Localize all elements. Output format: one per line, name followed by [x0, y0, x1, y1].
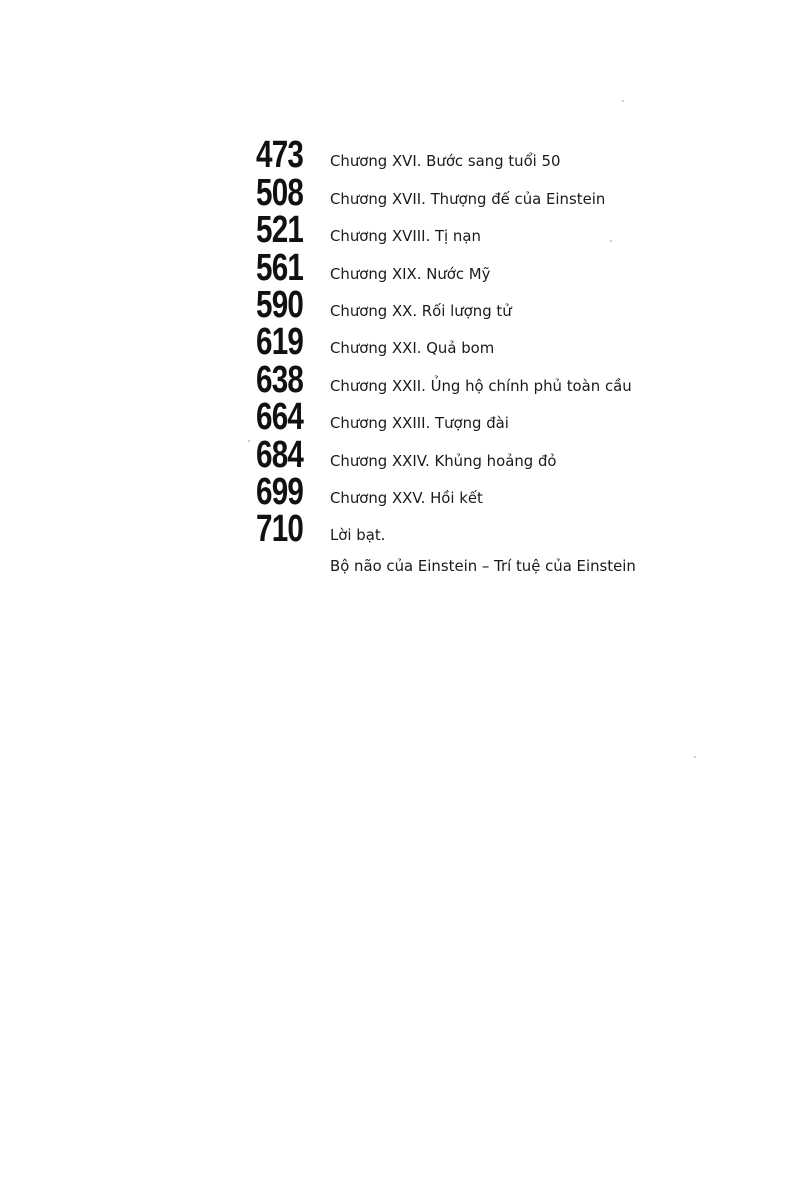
chapter-title: Chương XXV. Hồi kết: [330, 488, 483, 507]
page-number: 590: [256, 283, 304, 326]
toc-entry[interactable]: [256, 246, 736, 289]
page-number: 508: [256, 171, 304, 214]
scan-speck: [248, 440, 250, 442]
chapter-title: Chương XXIV. Khủng hoảng đỏ: [330, 451, 557, 470]
toc-entry[interactable]: [256, 283, 736, 326]
page-number: 619: [256, 321, 304, 364]
afterword-subtitle: Bộ não của Einstein – Trí tuệ của Einstein: [330, 557, 636, 576]
scan-speck: [622, 100, 624, 102]
page-number: 710: [256, 508, 304, 551]
toc-entry[interactable]: [256, 470, 736, 513]
toc-entry[interactable]: [256, 209, 736, 252]
page-number: 684: [256, 433, 304, 476]
toc-entry[interactable]: [256, 508, 736, 551]
page-number: 638: [256, 358, 304, 401]
chapter-title: Chương XVI. Bước sang tuổi 50: [330, 152, 561, 171]
toc-entry[interactable]: [256, 433, 736, 476]
toc-entry[interactable]: [256, 396, 736, 439]
chapter-title: Chương XVII. Thượng đế của Einstein: [330, 189, 606, 208]
page-number: 561: [256, 246, 304, 289]
chapter-title: Chương XXII. Ủng hộ chính phủ toàn cầu: [330, 376, 632, 395]
toc-entry[interactable]: [256, 358, 736, 401]
chapter-title: Lời bạt.: [330, 526, 386, 545]
page-number: 521: [256, 209, 304, 252]
page-number: 699: [256, 470, 304, 513]
page-number: 473: [256, 134, 304, 177]
toc-entry[interactable]: [256, 171, 736, 214]
chapter-title: Chương XVIII. Tị nạn: [330, 227, 481, 246]
chapter-title: Chương XIX. Nước Mỹ: [330, 264, 491, 283]
toc-entry[interactable]: [256, 321, 736, 364]
toc-entry[interactable]: [256, 134, 736, 177]
chapter-title: Chương XXIII. Tượng đài: [330, 414, 509, 433]
chapter-title: Chương XX. Rối lượng tử: [330, 301, 512, 320]
scan-speck: [694, 756, 696, 758]
table-of-contents: [256, 134, 736, 576]
chapter-title: Chương XXI. Quả bom: [330, 339, 495, 358]
scan-speck: [610, 240, 612, 242]
page-number: 664: [256, 396, 304, 439]
